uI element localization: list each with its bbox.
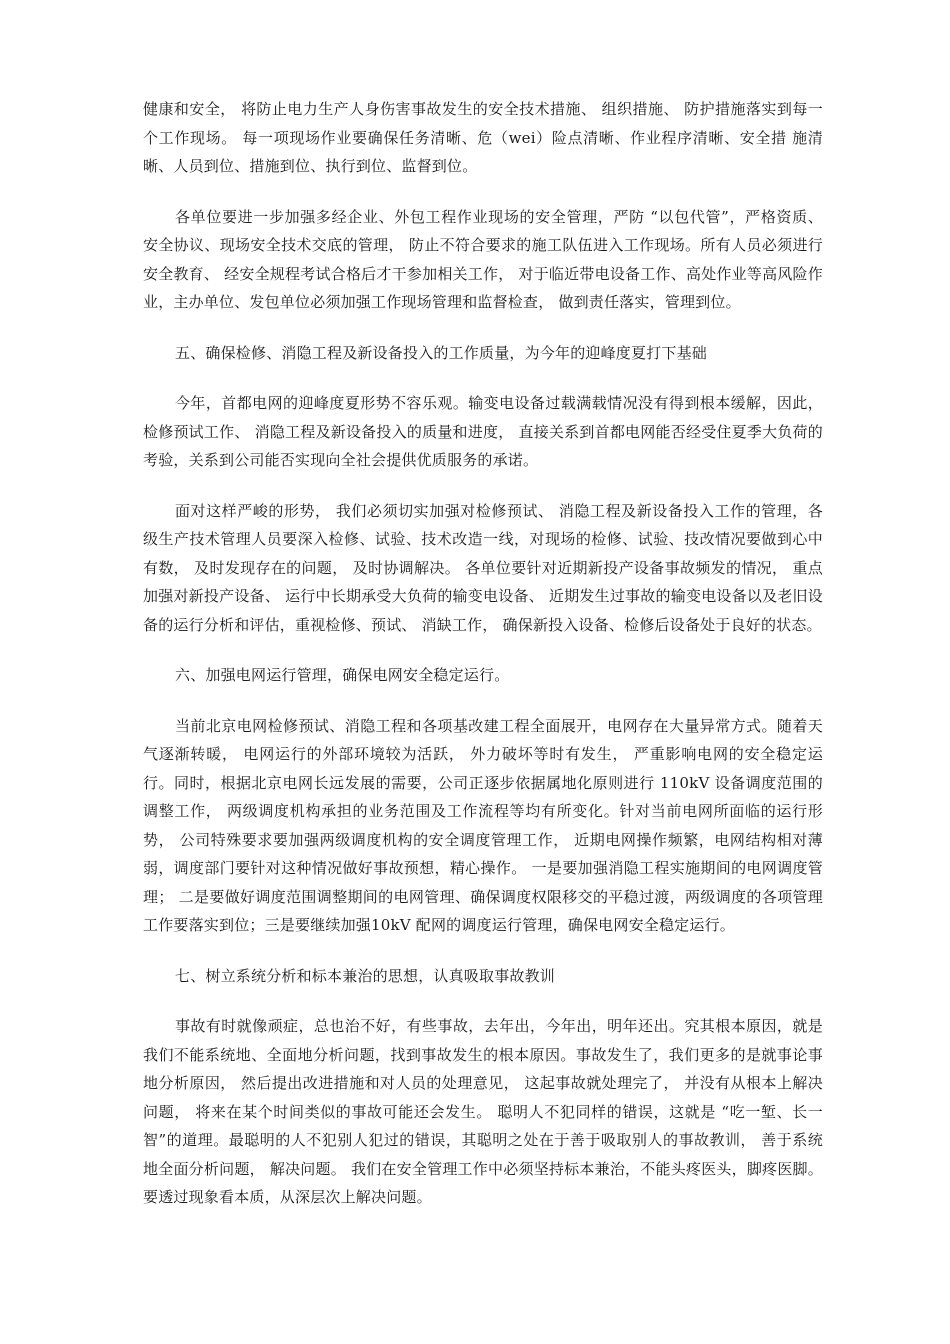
section-heading-7: 七、树立系统分析和标本兼治的思想，认真吸取事故教训 (175, 966, 556, 985)
paragraph-6: 事故有时就像顽症，总也治不好，有些事故，去年出，今年出，明年还出。究其根本原因，就是我们不能系统地、全面地分析问题，找到事故发生的根本原因。事故发生了，我们更多的是就事论事地分析原因， 然后提出改进措施和对人员的处理意见， 这起事故就处理完了， 并没有从根本上解决问题， 将来在某个时间类似的事故可能还会发生。 聪明人不犯同样的错误，这就是 “吃一堑、长一智”的道理。最聪明的人不犯别人犯过的错误，其聪明之处在于善于吸取别人的事故教训， 善于系统地全面分析问题， 解决问题。 我们在安全管理工作中必须坚持标本兼治，不能头疼医头，脚疼医脚。要透过现象看本质，从深层次上解决问题。 (143, 1017, 823, 1206)
paragraph-2: 各单位要进一步加强多经企业、外包工程作业现场的安全管理，严防 “以包代管”，严格资质、 安全协议、现场安全技术交底的管理， 防止不符合要求的施工队伍进入工作现场。所有人员必须进行安全教育、 经安全规程考试合格后才干参加相关工作， 对于临近带电设备工作、高处作业等高风险作业，主办单位、发包单位必须加强工作现场管理和监督检查， 做到责任落实，管理到位。 (143, 207, 823, 311)
document-body (143, 95, 823, 1234)
paragraph-5: 当前北京电网检修预试、消隐工程和各项基改建工程全面展开，电网存在大量异常方式。随着天气逐渐转暖， 电网运行的外部环境较为活跃， 外力破坏等时有发生， 严重影响电网的安全稳定运行。同时，根据北京电网长远发展的需要，公司正逐步依据属地化原则进行 110kV 设备调度范围的调整工作， 两级调度机构承担的业务范围及工作流程等均有所变化。针对当前电网所面临的运行形势， 公司特殊要求要加强两级调度机构的安全调度管理工作， 近期电网操作频繁，电网结构相对薄弱，调度部门要针对这种情况做好事故预想，精心操作。 一是要加强消隐工程实施期间的电网调度管理； 二是要做好调度范围调整期间的电网管理、确保调度权限移交的平稳过渡，两级调度的各项管理工作要落实到位；三是要继续加强10kV 配网的调度运行管理，确保电网安全稳定运行。 (143, 716, 823, 934)
section-heading-6: 六、加强电网运行管理，确保电网安全稳定运行。 (175, 666, 510, 684)
paragraph-4: 面对这样严峻的形势， 我们必须切实加强对检修预试、 消隐工程及新设备投入工作的管理，各级生产技术管理人员要深入检修、试验、技术改造一线，对现场的检修、试验、技改情况要做到心中有数， 及时发现存在的问题， 及时协调解决。 各单位要针对近期新投产设备事故频发的情况， 重点加强对新投产设备、 运行中长期承受大负荷的输变电设备、 近期发生过事故的输变电设备以及老旧设备的运行分析和评估，重视检修、预试、 消缺工作， 确保新投入设备、检修后设备处于良好的状态。 (143, 501, 823, 634)
paragraph-1: 健康和安全， 将防止电力生产人身伤害事故发生的安全技术措施、 组织措施、 防护措施落实到每一个工作现场。 每一项现场作业要确保任务清晰、危（wei）险点清晰、作业程序清晰、安全措 施清晰、人员到位、措施到位、执行到位、监督到位。 (143, 100, 823, 175)
paragraph-3: 今年，首都电网的迎峰度夏形势不容乐观。输变电设备过载满载情况没有得到根本缓解，因此， 检修预试工作、 消隐工程及新设备投入的质量和进度， 直接关系到首都电网能否经受住夏季大负荷的考验，关系到公司能否实现向全社会提供优质服务的承诺。 (143, 394, 823, 469)
section-heading-5: 五、确保检修、消隐工程及新设备投入的工作质量，为今年的迎峰度夏打下基础 (175, 343, 708, 362)
